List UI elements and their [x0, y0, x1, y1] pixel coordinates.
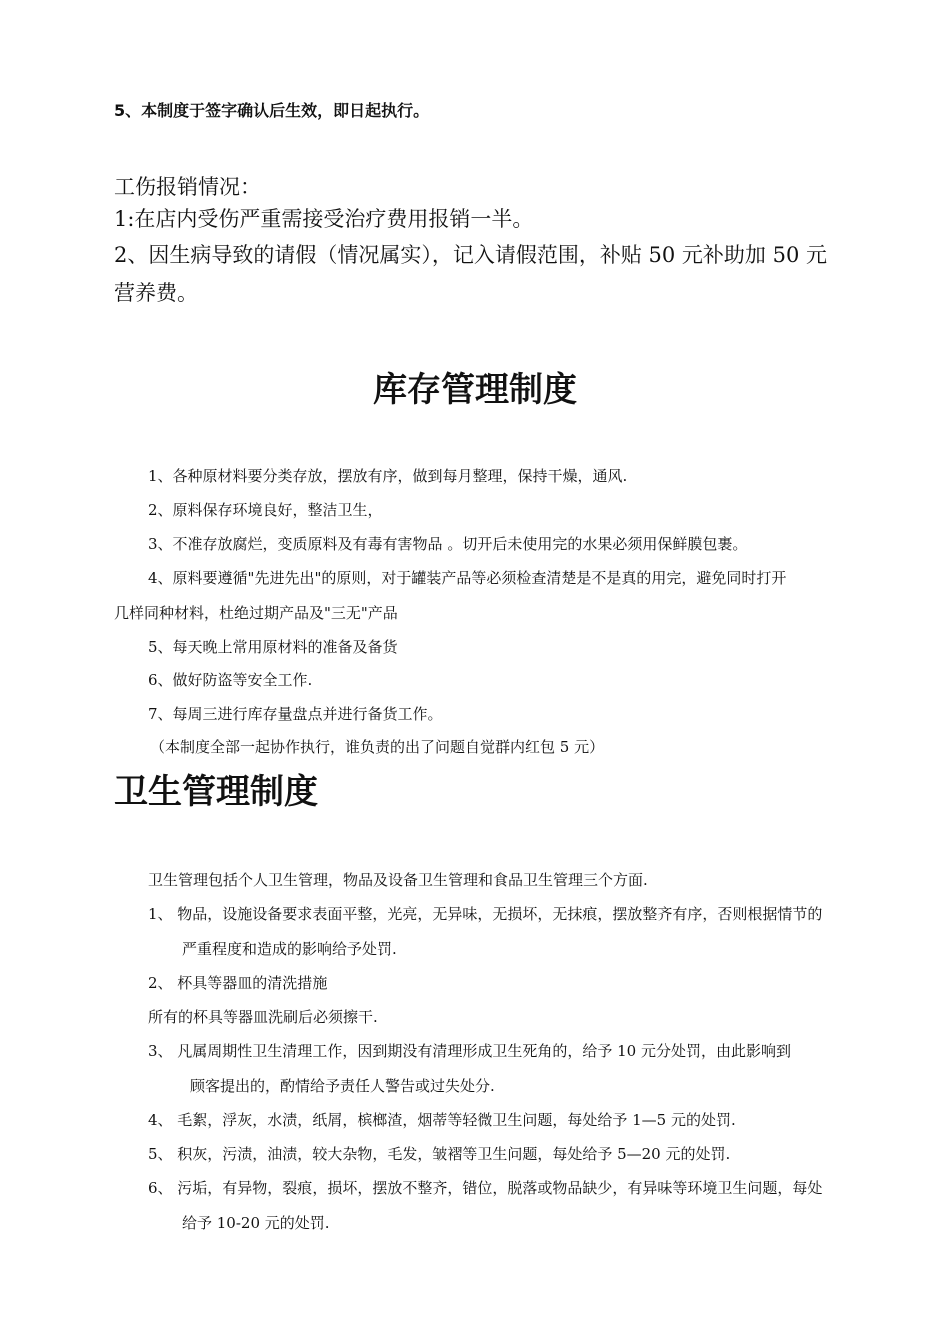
inventory-footnote: （本制度全部一起协作执行，谁负责的出了问题自觉群内红包 5 元） — [150, 738, 605, 756]
inventory-item: 5、每天晚上常用原材料的准备及备货 — [148, 638, 398, 656]
inventory-item: 6、做好防盗等安全工作. — [148, 671, 313, 689]
injury-item-2-cont: 营养费。 — [114, 281, 198, 305]
hygiene-title: 卫生管理制度 — [114, 772, 318, 812]
hygiene-line: 4、 毛絮，浮灰，水渍，纸屑，槟榔渣，烟蒂等轻微卫生问题，每处给予 1—5 元的处罚. — [148, 1111, 736, 1129]
hygiene-line-cont: 顾客提出的，酌情给予责任人警告或过失处分. — [190, 1077, 495, 1095]
inventory-item-cont: 几样同种材料，杜绝过期产品及"三无"产品 — [114, 604, 398, 622]
hygiene-line: 所有的杯具等器皿洗刷后必须擦干. — [148, 1008, 378, 1026]
hygiene-line-cont: 严重程度和造成的影响给予处罚. — [182, 940, 397, 958]
inventory-item: 1、各种原材料要分类存放，摆放有序，做到每月整理，保持干燥，通风. — [148, 467, 628, 485]
hygiene-intro: 卫生管理包括个人卫生管理，物品及设备卫生管理和食品卫生管理三个方面. — [148, 871, 648, 889]
hygiene-line: 1、 物品，设施设备要求表面平整，光亮，无异味，无损坏，无抹痕，摆放整齐有序，否则根据情节的 — [148, 905, 823, 923]
injury-item-2: 2、因生病导致的请假（情况属实），记入请假范围，补贴 50 元补助加 50 元 — [114, 243, 828, 267]
inventory-item: 2、原料保存环境良好，整洁卫生， — [148, 501, 383, 519]
inventory-title: 库存管理制度 — [373, 370, 577, 410]
inventory-item: 7、每周三进行库存量盘点并进行备货工作。 — [148, 705, 443, 723]
inventory-item: 4、原料要遵循"先进先出"的原则，对于罐装产品等必须检查清楚是不是真的用完，避免同时打开 — [148, 569, 787, 587]
injury-item-1: 1:在店内受伤严重需接受治疗费用报销一半。 — [114, 207, 534, 231]
effective-note: 5、本制度于签字确认后生效，即日起执行。 — [114, 101, 430, 120]
injury-heading: 工伤报销情况： — [114, 175, 261, 199]
inventory-item: 3、不准存放腐烂，变质原料及有毒有害物品 。切开后未使用完的水果必须用保鲜膜包裹。 — [148, 535, 748, 553]
hygiene-line: 6、 污垢，有异物，裂痕，损坏，摆放不整齐，错位，脱落或物品缺少，有异味等环境卫生问题，每处 — [148, 1179, 823, 1197]
hygiene-line: 2、 杯具等器皿的清洗措施 — [148, 974, 328, 992]
hygiene-line-cont: 给予 10-20 元的处罚. — [182, 1214, 330, 1232]
hygiene-line: 3、 凡属周期性卫生清理工作，因到期没有清理形成卫生死角的，给予 10 元分处罚，由此影响到 — [148, 1042, 791, 1060]
hygiene-line: 5、 积灰，污渍，油渍，较大杂物，毛发，皱褶等卫生问题，每处给予 5—20 元的处罚. — [148, 1145, 731, 1163]
